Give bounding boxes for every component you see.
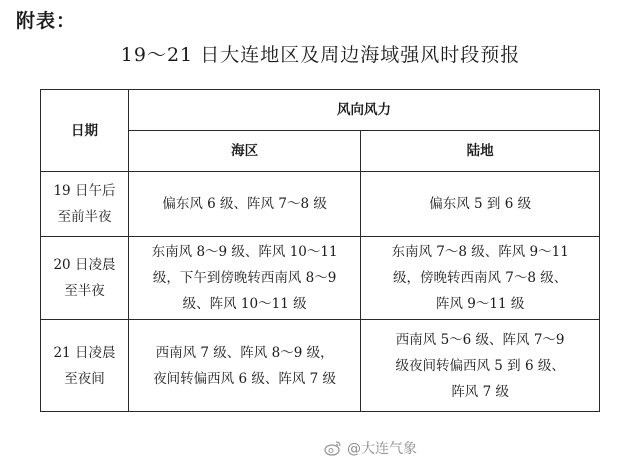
sea-cell: 偏东风 6 级、阵风 7～8 级 [128, 172, 360, 237]
date-cell: 20 日凌晨 至半夜 [41, 237, 129, 320]
date-cell: 21 日凌晨 至夜间 [41, 320, 129, 412]
land-cell: 东南风 7～8 级、阵风 9～11 级，傍晚转西南风 7～8 级、 阵风 9～11 级 [361, 237, 600, 320]
watermark-text: @大连气象 [347, 441, 417, 457]
date-cell: 19 日午后 至前半夜 [41, 172, 129, 237]
appendix-heading: 附表： [16, 10, 77, 32]
table-row [41, 320, 600, 412]
page-title: 19～21 日大连地区及周边海域强风时段预报 [120, 44, 521, 66]
table-header-row [41, 90, 600, 131]
header-sea: 海区 [128, 131, 360, 172]
table-row [41, 172, 600, 237]
land-cell: 西南风 5～6 级、阵风 7～9 级夜间转偏西风 5 到 6 级、 阵风 7 级 [361, 320, 600, 412]
land-cell: 偏东风 5 到 6 级 [361, 172, 600, 237]
header-date: 日期 [41, 90, 129, 172]
header-wind: 风向风力 [128, 90, 599, 131]
weibo-watermark [324, 438, 417, 458]
table-row [41, 237, 600, 320]
sea-cell: 西南风 7 级、阵风 8～9 级， 夜间转偏西风 6 级、阵风 7 级 [128, 320, 360, 412]
sea-cell: 东南风 8～9 级、阵风 10～11 级，下午到傍晚转西南风 8～9 级、阵风 10～11 级 [128, 237, 360, 320]
forecast-table [40, 89, 600, 412]
weibo-logo-icon [324, 440, 342, 456]
header-land: 陆地 [361, 131, 600, 172]
